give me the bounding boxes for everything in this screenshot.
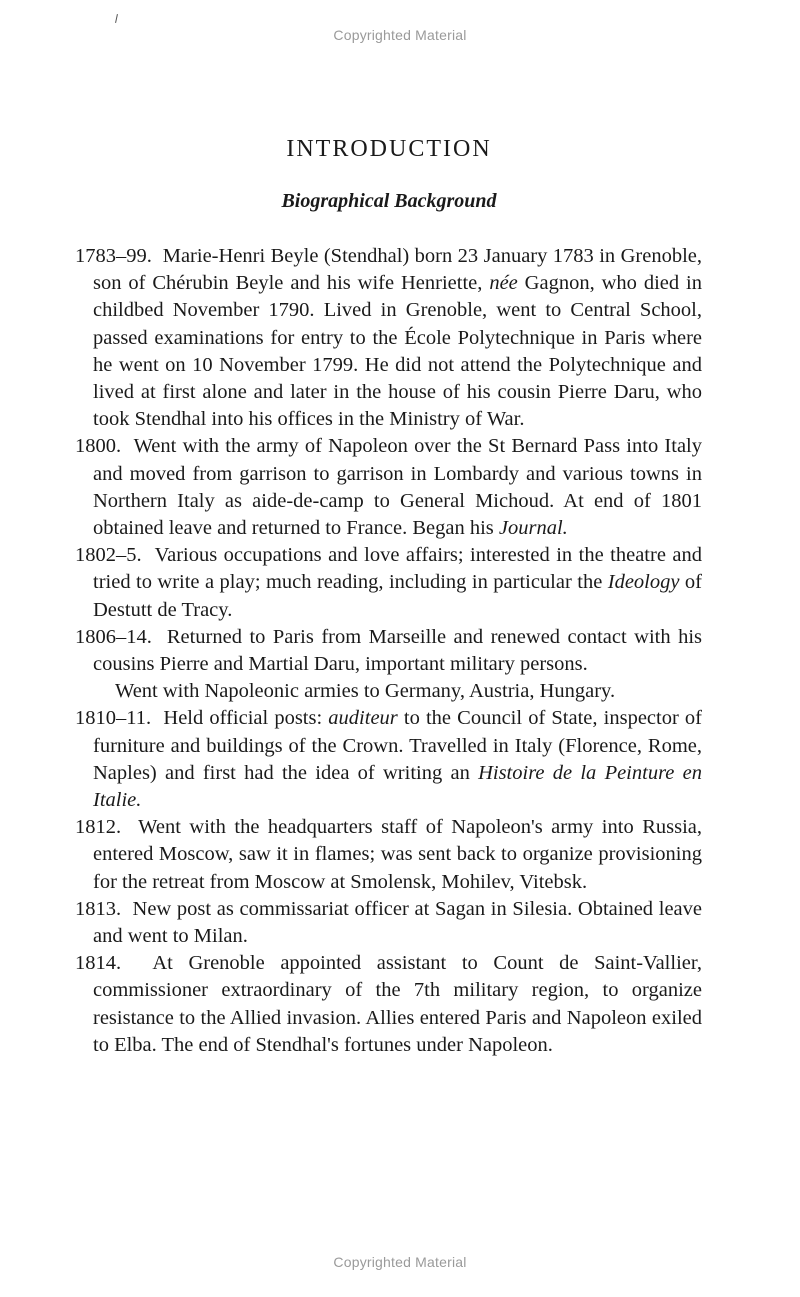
- entry-text: Went with Napoleonic armies to Germany, Austria, Hungary.: [115, 680, 616, 703]
- entry-text: of Destutt de Tracy.: [93, 571, 703, 621]
- entry-text: Returned to Paris from Marseille and renewed contact with his cousins Pierre and Martial Daru, important military persons.: [93, 625, 703, 676]
- entry-text: to the Council of State, inspector of furniture and buildings of the Crown. Travelled in Italy (Florence, Rome, Naples) and first had the idea of writing an: [93, 707, 702, 784]
- stray-mark: [115, 14, 118, 23]
- entry-year: 1812.: [75, 816, 122, 839]
- section-title: Biographical Background: [281, 190, 497, 212]
- chronology-entry: [75, 542, 702, 624]
- chronology-entry: [75, 624, 702, 678]
- chronology-list: [75, 243, 702, 1059]
- entry-text: Went with the army of Napoleon over the St Bernard Pass into Italy and moved from garrison to garrison in Lombardy and various towns in Northern Italy as aide-de-camp to General Michoud. At end of 1801 obtained leave and returned to France. Began his: [93, 435, 702, 540]
- entry-text: Marie-Henri Beyle (Stendhal) born 23 January 1783 in Grenoble, son of Chérubin Beyle and his wife Henriette,: [93, 245, 702, 295]
- chronology-entry: [75, 896, 702, 950]
- entry-year: 1810–11.: [75, 707, 152, 730]
- entry-year: 1806–14.: [75, 625, 152, 648]
- entry-italic-text: née: [489, 272, 518, 295]
- entry-year: 1813.: [75, 897, 122, 920]
- entry-text: Held official posts:: [163, 707, 329, 730]
- chronology-entry: [75, 243, 702, 433]
- entry-text: New post as commissariat officer at Sagan in Silesia. Obtained leave and went to Milan.: [93, 897, 702, 948]
- copyright-watermark-bottom: Copyrighted Material: [333, 1254, 467, 1270]
- entry-text: Went with the headquarters staff of Napoleon's army into Russia, entered Moscow, saw it in flames; was sent back to organize provisioning for the retreat from Moscow at Smolensk, Mohilev, Vitebsk.: [93, 816, 703, 893]
- chronology-entry: [75, 705, 702, 814]
- entry-text: Various occupations and love affairs; interested in the theatre and tried to write a play; much reading, including in particular the: [93, 544, 702, 594]
- entry-text: At Grenoble appointed assistant to Count de Saint-Vallier, commissioner extraordinary of the 7th military region, to organize resistance to the Allied invasion. Allies entered Paris and Napoleon exiled to Elba. The end of Stendhal's fortunes under Napoleon.: [93, 952, 702, 1056]
- entry-italic-text: Journal.: [498, 517, 568, 540]
- entry-italic-text: Histoire de la Peinture en Italie.: [93, 761, 702, 812]
- entry-text: Gagnon, who died in childbed November 1790. Lived in Grenoble, went to Central School, passed examinations for entry to the École Polytechnique in Paris where he went on 10 November 1799. He did not attend the Polytechnique and lived at first alone and later in the house of his cousin Pierre Daru, who took Stendhal into his offices in the Ministry of War.: [93, 272, 702, 431]
- entry-year: 1783–99.: [75, 245, 152, 267]
- copyright-watermark-top: Copyrighted Material: [333, 27, 467, 43]
- entry-year: 1814.: [75, 952, 122, 975]
- entry-year: 1802–5.: [75, 544, 142, 567]
- page-title: INTRODUCTION: [286, 136, 492, 162]
- entry-year: 1800.: [75, 435, 122, 458]
- chronology-entry: [75, 433, 702, 542]
- chronology-entry: [75, 678, 702, 705]
- entry-italic-text: Ideology: [607, 571, 680, 594]
- entry-italic-text: auditeur: [328, 707, 398, 730]
- chronology-entry: [75, 814, 702, 896]
- chronology-entry: [75, 950, 702, 1059]
